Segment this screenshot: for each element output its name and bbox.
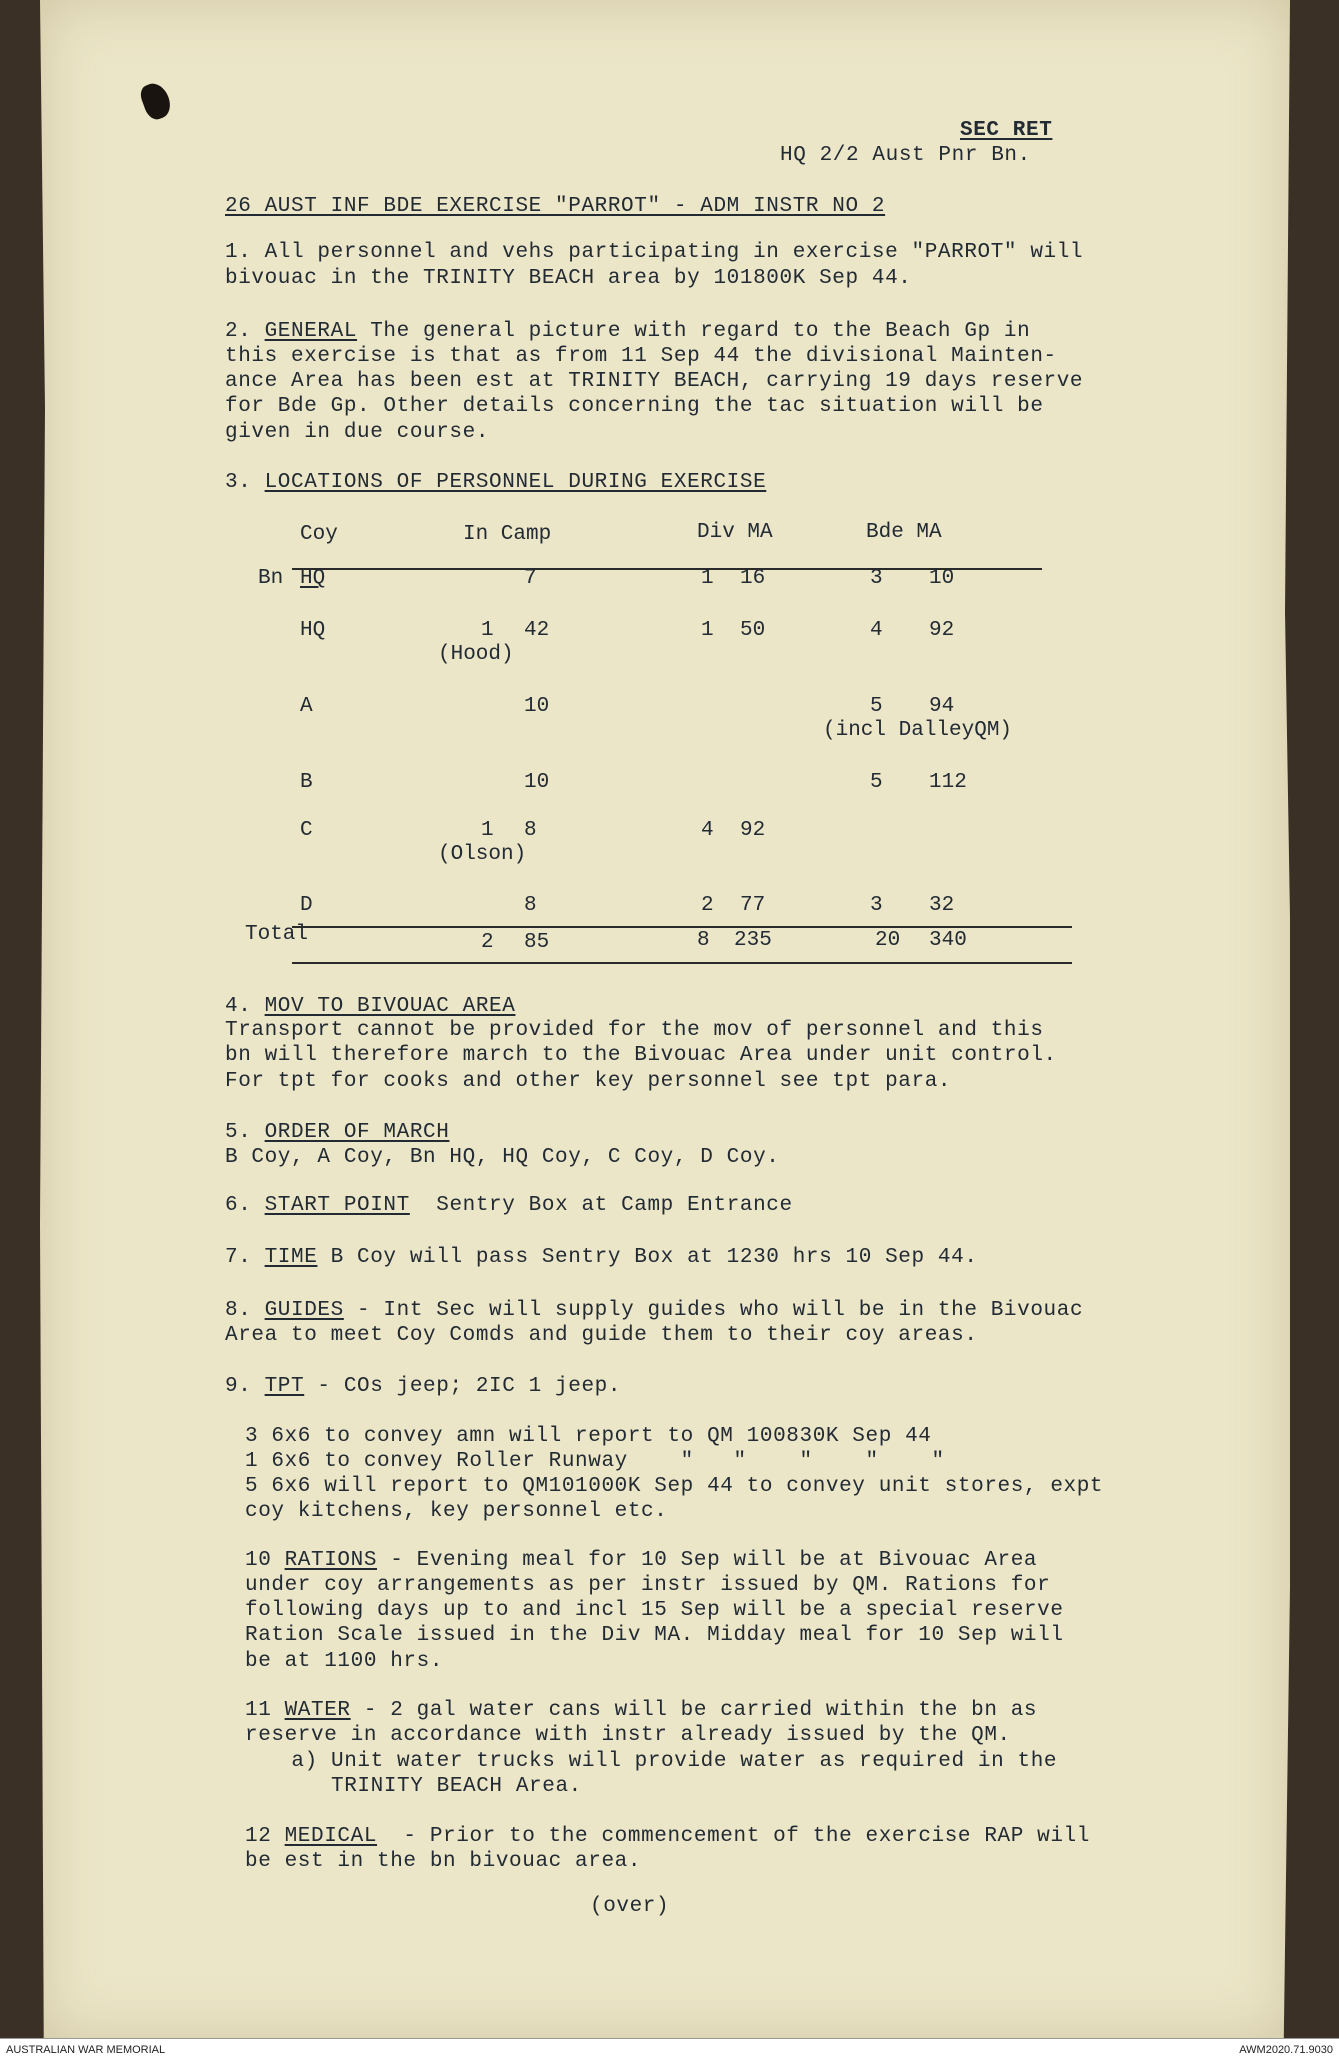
total-label: Total (245, 923, 309, 946)
table-cell-bde-a: 3 (870, 894, 883, 917)
para-9-line-3: 1 6x6 to convey Roller Runway " " " " " (245, 1450, 945, 1473)
table-cell-coy: HQ (300, 567, 326, 590)
over-note: (over) (590, 1895, 670, 1918)
para-7-heading: TIME (264, 1246, 318, 1269)
para-6-heading: START POINT (264, 1194, 410, 1217)
table-cell-camp-b: 8 (524, 819, 537, 842)
para-12-line-1 (245, 1824, 1090, 1850)
total-camp-a: 2 (481, 931, 494, 954)
para-10-line-1 (245, 1548, 1037, 1574)
table-cell-coy: A (300, 695, 313, 718)
para-2-line-4: for Bde Gp. Other details concerning the tac situation will be (225, 395, 1044, 418)
table-cell-div-b: 16 (740, 567, 766, 590)
table-cell-div-a: 2 (701, 894, 714, 917)
para-10-line-5: be at 1100 hrs. (245, 1650, 444, 1673)
para-7-line (225, 1245, 978, 1271)
para-8-number: 8. (225, 1299, 252, 1322)
para-10-heading: RATIONS (284, 1549, 378, 1572)
table-cell-camp-b: 42 (524, 619, 550, 642)
para-4-line-3: For tpt for cooks and other key personnel see tpt para. (225, 1070, 952, 1093)
col-header-in-camp: In Camp (463, 523, 552, 546)
unit-name: HQ 2/2 Aust Pnr Bn. (780, 144, 1031, 167)
para-9-line-1 (225, 1374, 621, 1400)
table-cell-camp-note: (Olson) (438, 843, 527, 866)
para-2-line-3: ance Area has been est at TRINITY BEACH, carrying 19 days reserve (225, 370, 1084, 393)
col-header-bde-ma: Bde MA (866, 521, 942, 544)
para-11-number: 11 (245, 1699, 285, 1722)
table-cell-div-b: 77 (740, 894, 766, 917)
col-header-div-ma: Div MA (697, 521, 773, 544)
para-8-line-1 (225, 1298, 1083, 1324)
para-12-number: 12 (245, 1825, 285, 1848)
table-cell-bde-b: 10 (929, 567, 955, 590)
total-bde-a: 20 (875, 929, 901, 952)
para-5-number: 5. (225, 1121, 252, 1144)
para-6-text: Sentry Box at Camp Entrance (409, 1194, 793, 1217)
para-8-text: - Int Sec will supply guides who will be in the Bivouac (343, 1299, 1084, 1322)
para-2-text: The general picture with regard to the Beach Gp in (357, 320, 1031, 343)
total-div-a: 8 (697, 929, 710, 952)
para-12-line-2: be est in the bn bivouac area. (245, 1850, 642, 1873)
table-cell-bde-note: (incl DalleyQM) (823, 719, 1013, 742)
table-cell-camp-a: 1 (481, 619, 494, 642)
classification-mark: SEC RET (960, 119, 1053, 142)
para-4-heading: MOV TO BIVOUAC AREA (264, 995, 516, 1018)
table-cell-coy: C (300, 819, 313, 842)
para-9-line-4: 5 6x6 will report to QM101000K Sep 44 to convey unit stores, expt (245, 1475, 1104, 1498)
para-11-line-3: a) Unit water trucks will provide water as required in the (265, 1750, 1058, 1773)
table-cell-div-b: 50 (740, 619, 766, 642)
para-11-line-1 (245, 1698, 1037, 1724)
total-bde-b: 340 (929, 929, 967, 952)
para-11-line-4: TRINITY BEACH Area. (265, 1775, 582, 1798)
table-cell-camp-a: 1 (481, 819, 494, 842)
para-10-line-4: Ration Scale issued in the Div MA. Midday meal for 10 Sep will (245, 1624, 1064, 1647)
footer-source: AUSTRALIAN WAR MEMORIAL (6, 2044, 166, 2056)
para-9-text: - COs jeep; 2IC 1 jeep. (304, 1375, 622, 1398)
para-3-heading-line (225, 470, 766, 496)
para-8-line-2: Area to meet Coy Comds and guide them to their coy areas. (225, 1324, 978, 1347)
table-cell-camp-b: 10 (524, 695, 550, 718)
table-cell-camp-b: 10 (524, 771, 550, 794)
table-cell-bde-a: 5 (870, 695, 883, 718)
table-cell-bde-b: 112 (929, 771, 967, 794)
para-2-line-5: given in due course. (225, 421, 490, 444)
total-div-b: 235 (734, 929, 772, 952)
para-4-line-2: bn will therefore march to the Bivouac Area under unit control. (225, 1044, 1057, 1067)
para-4-line-1: Transport cannot be provided for the mov of personnel and this (225, 1019, 1044, 1042)
para-10-line-3: following days up to and incl 15 Sep will be a special reserve (245, 1599, 1064, 1622)
table-cell-camp-b: 7 (524, 567, 537, 590)
para-2-heading: GENERAL (264, 320, 358, 343)
footer-reference: AWM2020.71.9030 (1239, 2044, 1333, 2056)
table-cell-bde-b: 32 (929, 894, 955, 917)
para-8-heading: GUIDES (264, 1299, 344, 1322)
para-2-line-1 (225, 319, 1030, 345)
table-cell-prefix: Bn (258, 567, 284, 590)
para-3-heading: LOCATIONS OF PERSONNEL DURING EXERCISE (264, 471, 767, 494)
para-9-number: 9. (225, 1375, 252, 1398)
table-cell-coy: D (300, 894, 313, 917)
col-header-coy: Coy (300, 523, 338, 546)
document-title: 26 AUST INF BDE EXERCISE "PARROT" - ADM INSTR NO 2 (225, 195, 886, 218)
para-1-line-2: bivouac in the TRINITY BEACH area by 101800K Sep 44. (225, 267, 912, 290)
para-9-line-5: coy kitchens, key personnel etc. (245, 1500, 668, 1523)
para-2-line-2: this exercise is that as from 11 Sep 44 the divisional Mainten- (225, 345, 1057, 368)
para-6-line (225, 1193, 793, 1219)
table-cell-camp-note: (Hood) (438, 643, 514, 666)
para-11-heading: WATER (284, 1699, 351, 1722)
para-11-line-2: reserve in accordance with instr already issued by the QM. (245, 1724, 1011, 1747)
table-cell-div-a: 1 (701, 567, 714, 590)
para-5-heading: ORDER OF MARCH (264, 1121, 450, 1144)
para-1-line-1: 1. All personnel and vehs participating in exercise "PARROT" will (225, 241, 1084, 264)
table-cell-bde-a: 3 (870, 567, 883, 590)
para-11-text: - 2 gal water cans will be carried within the bn as (350, 1699, 1038, 1722)
table-cell-bde-b: 92 (929, 619, 955, 642)
table-cell-camp-b: 8 (524, 894, 537, 917)
para-4-heading-line (225, 994, 515, 1020)
para-9-line-2: 3 6x6 to convey amn will report to QM 100830K Sep 44 (245, 1425, 932, 1448)
para-10-line-2: under coy arrangements as per instr issued by QM. Rations for (245, 1574, 1051, 1597)
para-10-text: - Evening meal for 10 Sep will be at Bivouac Area (377, 1549, 1038, 1572)
table-cell-bde-a: 4 (870, 619, 883, 642)
table-cell-div-b: 92 (740, 819, 766, 842)
table-cell-bde-b: 94 (929, 695, 955, 718)
total-camp-b: 85 (524, 931, 550, 954)
para-3-number: 3. (225, 471, 252, 494)
table-total-rule-bottom (292, 962, 1072, 964)
para-5-line-1: B Coy, A Coy, Bn HQ, HQ Coy, C Coy, D Coy. (225, 1146, 780, 1169)
table-cell-bde-a: 5 (870, 771, 883, 794)
para-4-number: 4. (225, 995, 252, 1018)
footer-bar (0, 2038, 1339, 2061)
para-10-number: 10 (245, 1549, 285, 1572)
table-cell-div-a: 4 (701, 819, 714, 842)
table-cell-div-a: 1 (701, 619, 714, 642)
para-6-number: 6. (225, 1194, 252, 1217)
para-2-number: 2. (225, 320, 252, 343)
para-12-heading: MEDICAL (284, 1825, 378, 1848)
para-12-text: - Prior to the commencement of the exercise RAP will (377, 1825, 1090, 1848)
para-7-number: 7. (225, 1246, 252, 1269)
para-7-text: B Coy will pass Sentry Box at 1230 hrs 10 Sep 44. (317, 1246, 978, 1269)
para-5-heading-line (225, 1120, 449, 1146)
table-cell-coy: HQ (300, 619, 326, 642)
table-cell-coy: B (300, 771, 313, 794)
para-9-heading: TPT (264, 1375, 305, 1398)
